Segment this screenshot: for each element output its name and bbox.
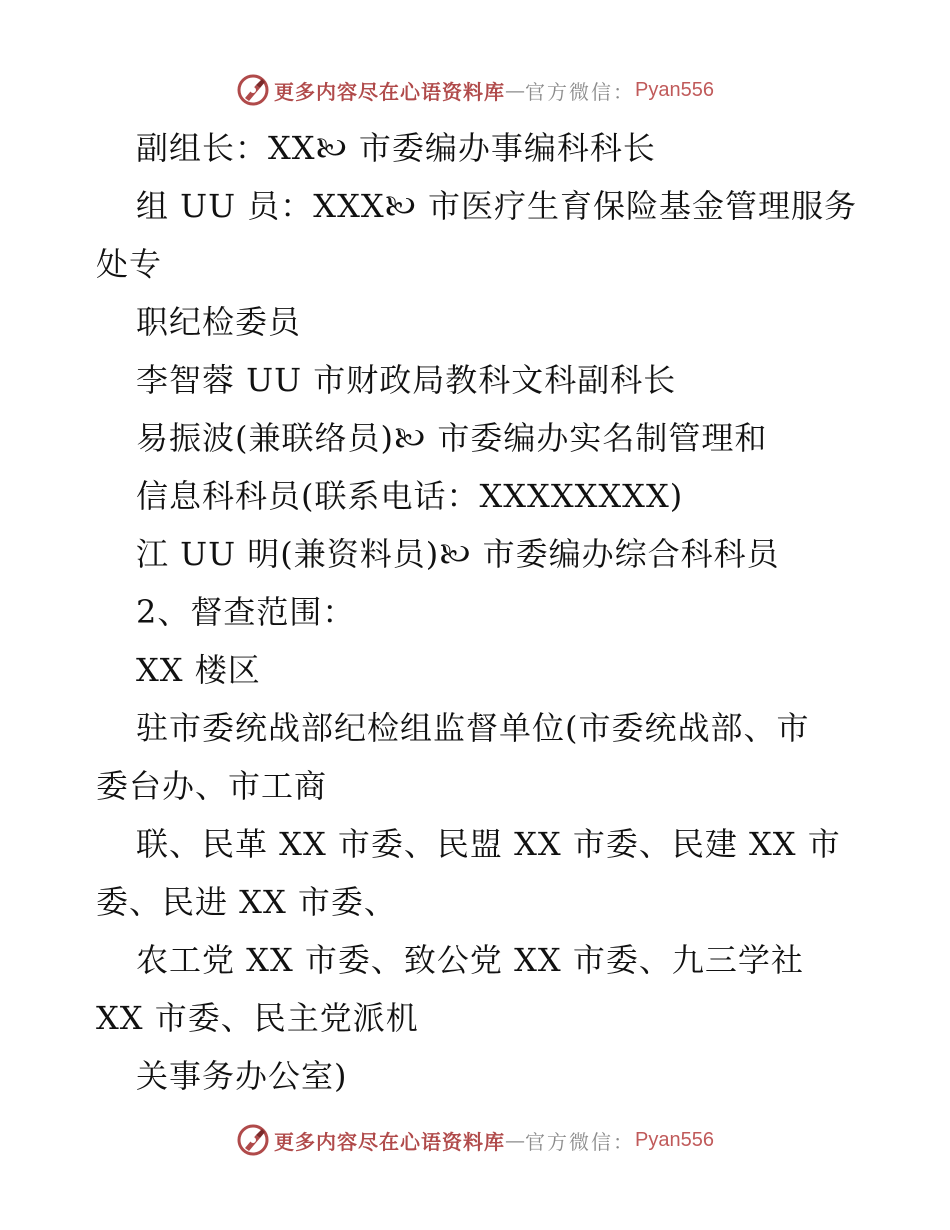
- text-line: 副组长：XX🙠 市委编办事编科科长: [136, 129, 656, 167]
- banner-title: 更多内容尽在心语资料库: [274, 1129, 506, 1154]
- pen-logo-icon: [236, 1123, 270, 1157]
- banner-wechat-id: Pyan556: [635, 1128, 714, 1151]
- text-line: XX 市委、民主党派机: [96, 999, 419, 1037]
- banner-dash: —: [505, 1128, 526, 1152]
- text-line: 职纪检委员: [136, 303, 302, 341]
- banner-title: 更多内容尽在心语资料库: [274, 79, 506, 104]
- text-line: 关事务办公室): [136, 1057, 348, 1095]
- text-line: 委、民进 XX 市委、: [96, 883, 397, 921]
- banner-dash: —: [505, 78, 526, 102]
- text-line: 易振波(兼联络员)🙠 市委编办实名制管理和: [136, 419, 768, 457]
- text-line: 联、民革 XX 市委、民盟 XX 市委、民建 XX 市: [136, 825, 841, 863]
- text-line: 2、督查范围：: [136, 593, 356, 631]
- text-line: 组 UU 员：XXX🙠 市医疗生育保险基金管理服务: [136, 187, 857, 225]
- text-line: 江 UU 明(兼资料员)🙠 市委编办综合科科员: [136, 535, 780, 573]
- text-line: XX 楼区: [136, 651, 261, 689]
- banner-wechat-id: Pyan556: [635, 78, 714, 101]
- footer-banner: [0, 1120, 950, 1160]
- text-line: 驻市委统战部纪检组监督单位(市委统战部、市: [136, 709, 810, 747]
- text-line: 信息科科员(联系电话：XXXXXXXX): [136, 477, 684, 515]
- banner-wechat-label: 官方微信：: [525, 79, 636, 104]
- text-line: 农工党 XX 市委、致公党 XX 市委、九三学社: [136, 941, 804, 979]
- text-line: 李智蓉 UU 市财政局教科文科副科长: [136, 361, 677, 399]
- pen-logo-icon: [236, 73, 270, 107]
- text-line: 委台办、市工商: [96, 767, 328, 805]
- header-banner: [0, 70, 950, 110]
- banner-wechat-label: 官方微信：: [525, 1129, 636, 1154]
- text-line: 处专: [96, 245, 163, 283]
